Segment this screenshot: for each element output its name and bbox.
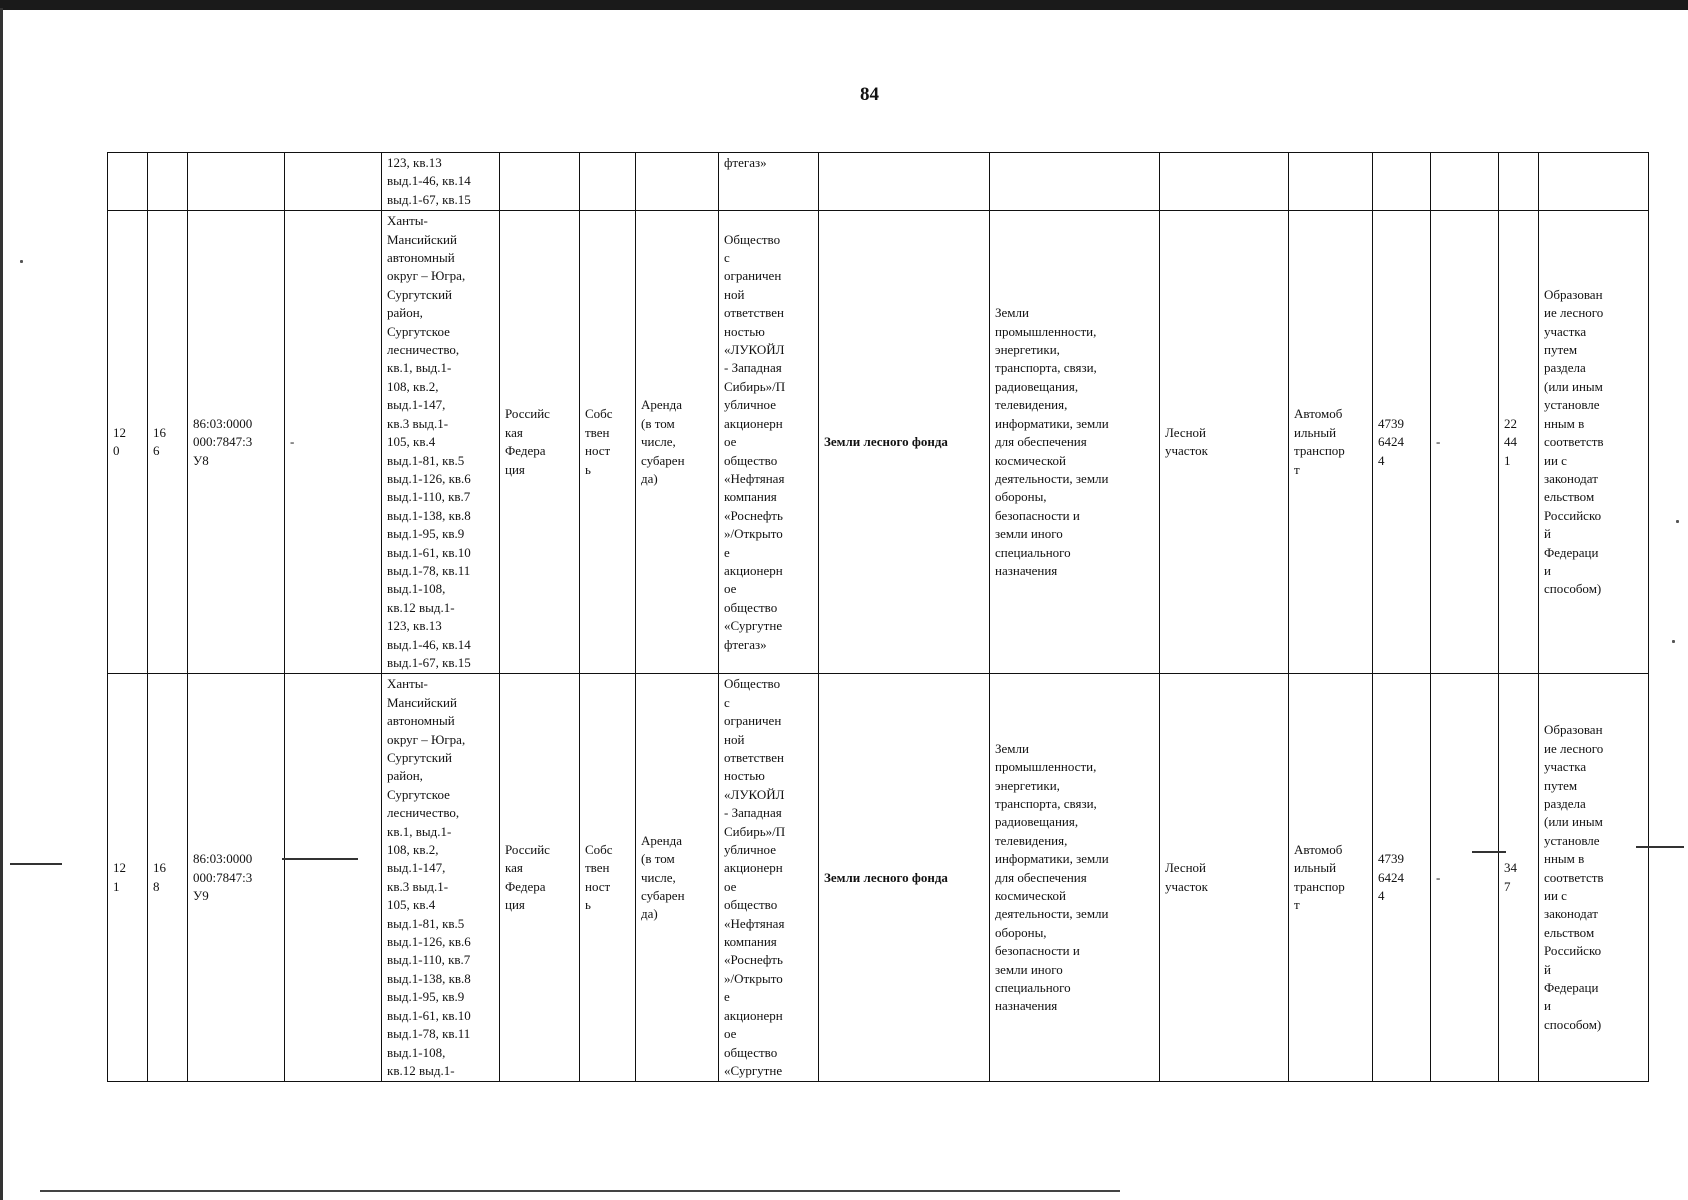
page-number: 84	[860, 84, 879, 105]
cell-dash	[285, 153, 382, 211]
cell-land-category	[819, 153, 990, 211]
land-register-table	[107, 152, 1649, 1082]
cell-dash2: -	[1431, 674, 1499, 1082]
cell-tenant: Общество с ограничен ной ответствен ностью «ЛУКОЙЛ - Западная Сибирь»/П убличное акционерн ое общество «Нефтяная компания «Роснефть »/Открыто е акционерн ое общество «Сургутне	[719, 674, 819, 1082]
cell-location: Ханты- Мансийский автономный округ – Югра, Сургутский район, Сургутское лесничество, кв.1, выд.1- 108, кв.2, выд.1-147, кв.3 выд.1- 105, кв.4 выд.1-81, кв.5 выд.1-126, кв.6 выд.1-110, кв.7 выд.1-138, кв.8 выд.1-95, кв.9 выд.1-61, кв.10 выд.1-78, кв.11 выд.1-108, кв.12 выд.1-	[382, 674, 500, 1082]
cell-activity: Автомоб ильный транспор т	[1289, 674, 1373, 1082]
cell-location: 123, кв.13 выд.1-46, кв.14 выд.1-67, кв.15	[382, 153, 500, 211]
cell-owner: Российс кая Федера ция	[500, 674, 580, 1082]
table-row-continuation	[108, 153, 1649, 211]
cell-owner	[500, 153, 580, 211]
cell-right	[580, 153, 636, 211]
cell-num: 12 0	[108, 211, 148, 674]
table-row	[108, 211, 1649, 674]
cell-area	[1499, 153, 1539, 211]
cell-location: Ханты- Мансийский автономный округ – Югра, Сургутский район, Сургутское лесничество, кв.1, выд.1- 108, кв.2, выд.1-147, кв.3 выд.1- 105, кв.4 выд.1-81, кв.5 выд.1-126, кв.6 выд.1-110, кв.7 выд.1-138, кв.8 выд.1-95, кв.9 выд.1-61, кв.10 выд.1-78, кв.11 выд.1-108, кв.12 выд.1- 123, кв.13 выд.1-46, кв.14 выд.1-67, кв.15	[382, 211, 500, 674]
cell-use-type	[636, 153, 719, 211]
cell-code: 4739 6424 4	[1373, 674, 1431, 1082]
cell-area: 34 7	[1499, 674, 1539, 1082]
cell-right: Собс твен ност ь	[580, 211, 636, 674]
cell-purpose: Земли промышленности, энергетики, транспорта, связи, радиовещания, телевидения, информатики, земли для обеспечения космической деятельности, земли обороны, безопасности и земли иного специального назначения	[990, 674, 1160, 1082]
scan-top-edge	[0, 0, 1688, 10]
cell-sub: 16 6	[148, 211, 188, 674]
cell-area: 22 44 1	[1499, 211, 1539, 674]
cell-dash2	[1431, 153, 1499, 211]
cell-activity: Автомоб ильный транспор т	[1289, 211, 1373, 674]
scan-artifact-line	[1472, 851, 1506, 853]
cell-purpose	[990, 153, 1160, 211]
cell-num: 12 1	[108, 674, 148, 1082]
cell-land-category: Земли лесного фонда	[819, 674, 990, 1082]
table-row	[108, 674, 1649, 1082]
cell-note	[1539, 153, 1649, 211]
cell-cadastral: 86:03:0000 000:7847:3 У8	[188, 211, 285, 674]
cell-object	[1160, 153, 1289, 211]
scan-artifact-line	[282, 858, 358, 860]
scan-artifact-dot	[1676, 520, 1679, 523]
cell-num	[108, 153, 148, 211]
cell-code: 4739 6424 4	[1373, 211, 1431, 674]
cell-cadastral: 86:03:0000 000:7847:3 У9	[188, 674, 285, 1082]
register-table-container	[107, 152, 1649, 1082]
cell-dash	[285, 674, 382, 1082]
cell-object: Лесной участок	[1160, 211, 1289, 674]
cell-use-type: Аренда (в том числе, субарен да)	[636, 674, 719, 1082]
cell-tenant: Общество с ограничен ной ответствен ностью «ЛУКОЙЛ - Западная Сибирь»/П убличное акционерн ое общество «Нефтяная компания «Роснефть »/Открыто е акционерн ое общество «Сургутне фтегаз»	[719, 211, 819, 674]
cell-note: Образован ие лесного участка путем раздела (или иным установле нным в соответств ии с законодат ельством Российско й Федераци и способом)	[1539, 211, 1649, 674]
cell-tenant: фтегаз»	[719, 153, 819, 211]
cell-code	[1373, 153, 1431, 211]
cell-sub	[148, 153, 188, 211]
cell-activity	[1289, 153, 1373, 211]
cell-right: Собс твен ност ь	[580, 674, 636, 1082]
cell-cadastral	[188, 153, 285, 211]
cell-dash: -	[285, 211, 382, 674]
cell-dash2: -	[1431, 211, 1499, 674]
scan-artifact-dot	[20, 260, 23, 263]
scan-left-edge	[0, 8, 3, 1200]
cell-sub: 16 8	[148, 674, 188, 1082]
scan-bottom-edge	[40, 1190, 1120, 1192]
cell-use-type: Аренда (в том числе, субарен да)	[636, 211, 719, 674]
cell-object: Лесной участок	[1160, 674, 1289, 1082]
cell-land-category: Земли лесного фонда	[819, 211, 990, 674]
scan-artifact-line	[1636, 846, 1684, 848]
cell-purpose: Земли промышленности, энергетики, транспорта, связи, радиовещания, телевидения, информатики, земли для обеспечения космической деятельности, земли обороны, безопасности и земли иного специального назначения	[990, 211, 1160, 674]
cell-note: Образован ие лесного участка путем раздела (или иным установле нным в соответств ии с законодат ельством Российско й Федераци и способом)	[1539, 674, 1649, 1082]
scan-artifact-line	[10, 863, 62, 865]
scan-artifact-dot	[1672, 640, 1675, 643]
cell-owner: Российс кая Федера ция	[500, 211, 580, 674]
